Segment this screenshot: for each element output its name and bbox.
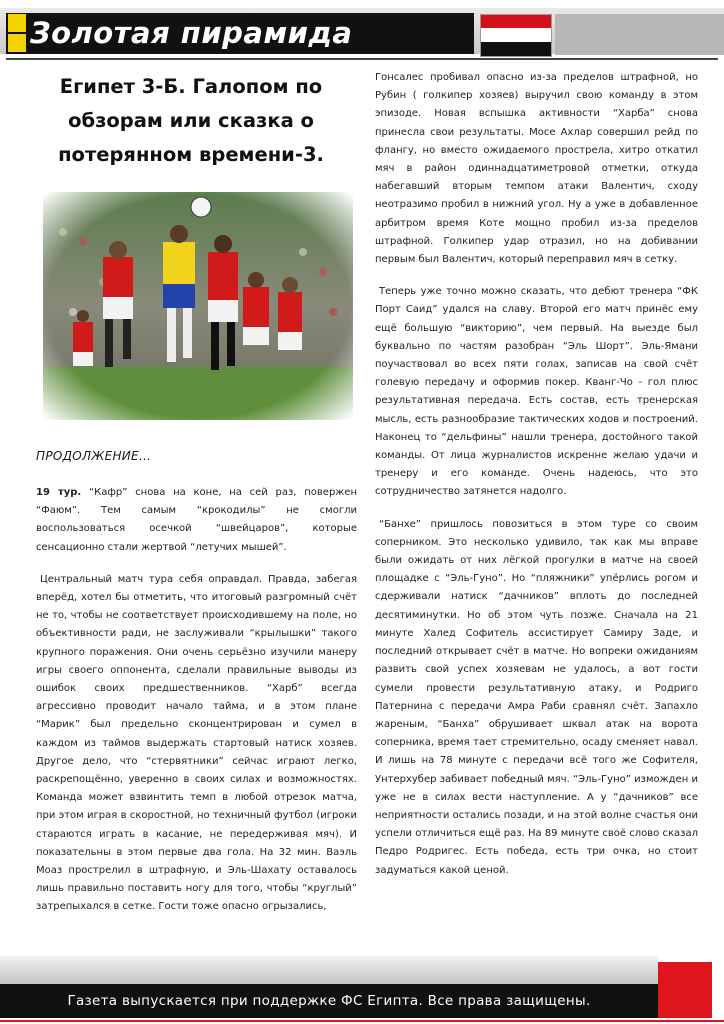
paragraph-text: Центральный матч тура себя оправдал. Правда, забегая вперёд, хотел бы отметить, что итоговый разгромный счёт не то, чтобы не соответствует происходившему на поле, но объективности ради, не заслуживали “крылышки” такого крупного поражения. Они очень серьёзно изучили манеру игры своего оппонента, сделали правильные выводы из ошибок своих предшественников. “Харб” всегда агрессивно проводит начало тайма, и в этом плане “Марик” был предельно сконцентрирован и сумел в каждом из таймов выдержать стартовый натиск хозяев. Другое дело, что “стервятники” сейчас играют легко, раскрепощённо, уверенно в своих силах и возможностях. Команда может взвинтить темп в любой отрезок матча, при этом играя в скоростной, но техничный футбол (игроки стараются играть в касание, не передерживая мяч). И показательны в этом первые два гола. На 32 мин. Ваэль Моаз прострелил в штрафную, и Эль-Шахату оставалось лишь правильно поставить ногу для того, чтобы “круглый” затрепыхался в сетке. Гости тоже опасно огрызались, [36,573,357,913]
footer-red-square [658,962,712,1018]
footer-copyright: Газета выпускается при поддержке ФС Египта. Все права защищены. [67,993,591,1009]
paragraph [36,484,357,557]
paragraph: “Банхе” пришлось повозиться в этом туре со своим соперником. Это несколько удивило, так как мы вправе были ожидать от них лёгкой прогулки в матче на своей площадке с “Эль-Гуно”. Но “пляжники” упёрлись рогом и сдерживали натиск “дачников” вплоть до последней десятиминутки. Но об этом чуть позже. Сначала на 21 минуте Халед Софитель ассистирует Самиру Заде, и последний открывает счёт в матче. Но вопреки ожиданиям развить свой успех хозяевам не удалось, а вот гости сумели провести результативную атаку, и Родриго Патернина с передачи Амра Раби сравнял счёт. Запахло жареным, “Банха” обрушивает шквал атак на ворота соперника, время тает стремительно, осаду сменяет навал. И лишь на 78 минуте с передачи всё того же Софителя, Унтерхубер забивает победный мяч. “Эль-Гуно” изможден и уже не в силах вести наступление. А у “дачников” все неприятности остались позади, и на этой волне счастья они успели отличиться ещё раз. На 89 минуте своё слово сказал Педро Родригес. Есть победа, есть три очка, но стоит задуматься какой ценой. [375,518,698,876]
continued-label: ПРОДОЛЖЕНИЕ… [36,449,152,463]
right-column [375,69,698,894]
paragraph: Теперь уже точно можно сказать, что дебют тренера “ФК Порт Саид” удался на славу. Второй его матч принёс ему ещё большую “викторию”, чем первый. На выезде был буквально по частям разобран “Эль Шорт”. Эль-Ямани поучаствовал во всех пяти голах, записав на свой счёт голевую передачу и оформив покер. Кванг-Чо - гол плюс результативная передача. Есть состав, есть тренерская мысль, есть разнообразие тактических ходов и построений. Наконец то “дельфины” нашли тренера, достойного такой команды. От лица журналистов искренне желаю удачи и тренеру и его команде. Очень надеюсь, что это сотрудничество затянется надолго. [375,286,698,498]
paragraph-text: “Кафр” снова на коне, на сей раз, повержен “Фаюм”. Тем самым “крокодилы” не смогли воспользоваться осечкой “швейцаров”, которые сенсационно стали жертвой “летучих мышей”. [36,487,358,553]
footer-red-line [0,1020,724,1022]
round-label: 19 тур. [36,487,82,498]
header-right-panel [555,14,724,55]
masthead-header [0,0,724,62]
left-column [36,484,357,931]
pyramid-logo-icon [8,14,28,52]
article-title: Египет 3-Б. Галопом по обзорам или сказка о потерянном времени-3. [58,75,324,166]
header-divider [6,58,718,60]
footer-grey-band [0,956,658,984]
paragraph: Гонсалес пробивал опасно из-за пределов штрафной, но Рубин ( голкипер хозяев) выручил свою команду в этом эпизоде. Новая вспышка активности “Харба” снова принесла свои результаты. Мосе Ахлар совершил рейд по флангу, но вместо ожидаемого прострела, хитро откатил мяч в район одиннадцатиметровой отметки, откуда набегавший вторым темпом атаки Валентич, сходу неотразимо пробил в нижний угол. Ну а уже в добавленное арбитром время Коте мощно пробил из-за пределов штрафной. Голкипер удар отразил, но на добивании первым был Валентич, который переправил мяч в сетку. [375,72,698,266]
egypt-flag-icon [480,14,552,57]
football-match-photo [43,192,353,420]
newspaper-title: Золотая пирамида [30,16,353,50]
paragraph [36,571,357,917]
